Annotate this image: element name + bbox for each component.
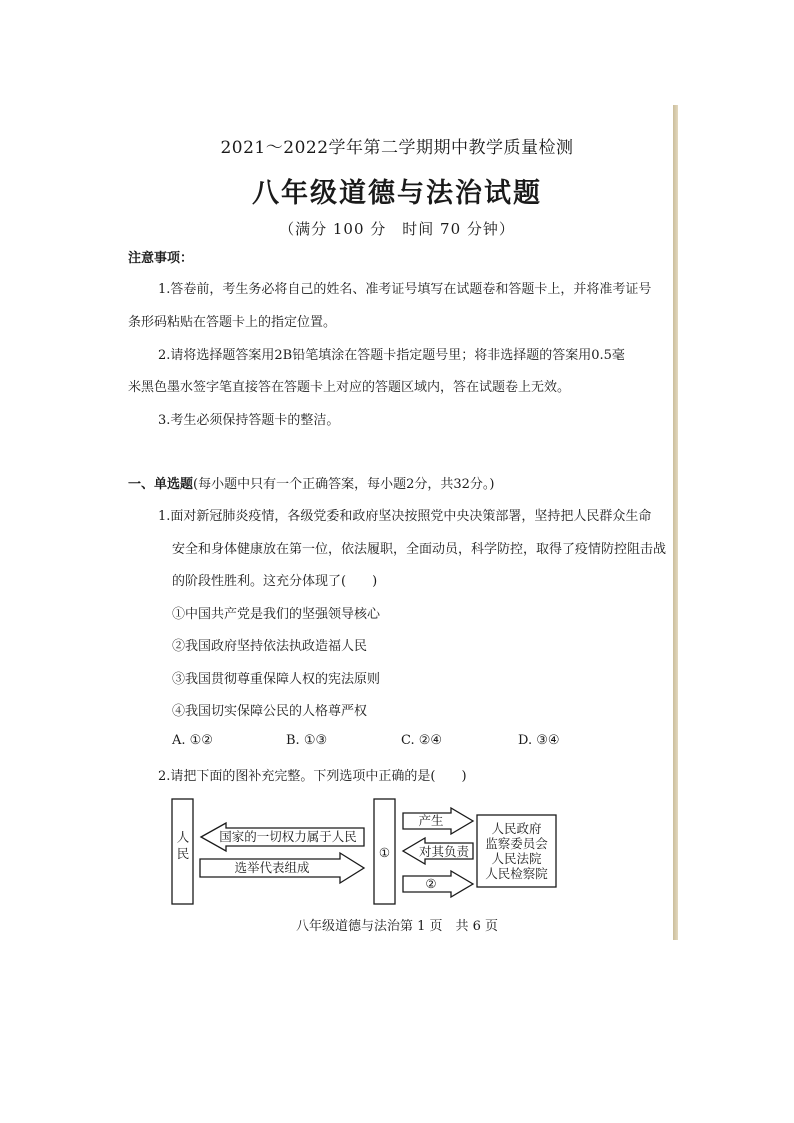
q1-stem-b: 安全和身体健康放在第一位，依法履职，全面动员，科学防控，取得了疫情防控阻击战 — [172, 542, 667, 557]
notice-line-3: 3.考生必须保持答题卡的整洁。 — [158, 413, 340, 428]
label-blank-2: ② — [425, 876, 437, 891]
q1-stem-c: 的阶段性胜利。这充分体现了( ) — [172, 574, 378, 589]
score-time-note: （满分 100 分 时间 70 分钟） — [279, 220, 515, 238]
q1-stem-a: 1.面对新冠肺炎疫情，各级党委和政府坚决按照党中央决策部署，坚持把人民群众生命 — [158, 509, 652, 524]
section-1-heading — [128, 473, 494, 492]
section-1-label: 一、单选题 — [128, 477, 194, 492]
label-organ-procuratorate: 人民检察院 — [485, 866, 548, 881]
notice-line-2b: 米黑色墨水签字笔直接答在答题卡上对应的答题区域内，答在试题卷上无效。 — [128, 380, 571, 395]
label-elect-representatives: 选举代表组成 — [234, 860, 310, 875]
q2-stem: 2.请把下面的图补充完整。下列选项中正确的是( ) — [158, 769, 467, 784]
notice-line-2a: 2.请将选择题答案用2B铅笔填涂在答题卡指定题号里；将非选择题的答案用0.5毫 — [158, 348, 625, 363]
section-1-instructions: (每小题中只有一个正确答案，每小题2分，共32分。) — [193, 477, 495, 492]
q1-option-d: D. ③④ — [518, 733, 560, 748]
notice-line-1b: 条形码粘贴在答题卡上的指定位置。 — [128, 315, 337, 330]
notice-line-1a: 1.答卷前，考生务必将自己的姓名、准考证号填写在试题卷和答题卡上，并将准考证号 — [158, 282, 652, 297]
arrow-blank-2 — [403, 871, 473, 897]
label-people-1: 人民 — [175, 830, 190, 864]
label-organ-supervision: 监察委员会 — [485, 836, 548, 851]
label-power-to-people: 国家的一切权力属于人民 — [219, 829, 357, 844]
q1-item-3: ③我国贯彻尊重保障人权的宪法原则 — [172, 672, 381, 687]
q1-item-1: ①中国共产党是我们的坚强领导核心 — [172, 607, 381, 622]
label-produce: 产生 — [418, 813, 444, 828]
label-blank-1: ① — [378, 845, 391, 860]
exam-title: 2021～2022学年第二学期期中教学质量检测 — [220, 138, 574, 158]
q2-diagram — [160, 790, 580, 915]
page-footer: 八年级道德与法治第 1 页 共 6 页 — [295, 919, 499, 934]
label-responsible: 对其负责 — [418, 844, 470, 859]
q1-item-2: ②我国政府坚持依法执政造福人民 — [172, 639, 368, 654]
subject-title: 八年级道德与法治试题 — [252, 178, 542, 209]
label-organ-court: 人民法院 — [491, 851, 542, 866]
q1-option-c: C. ②④ — [401, 733, 443, 748]
q1-option-b: B. ①③ — [286, 733, 328, 748]
q1-item-4: ④我国切实保障公民的人格尊严权 — [172, 704, 368, 719]
q1-option-a: A. ①② — [172, 733, 213, 748]
notice-heading: 注意事项： — [128, 251, 194, 266]
label-organ-government: 人民政府 — [491, 821, 542, 836]
